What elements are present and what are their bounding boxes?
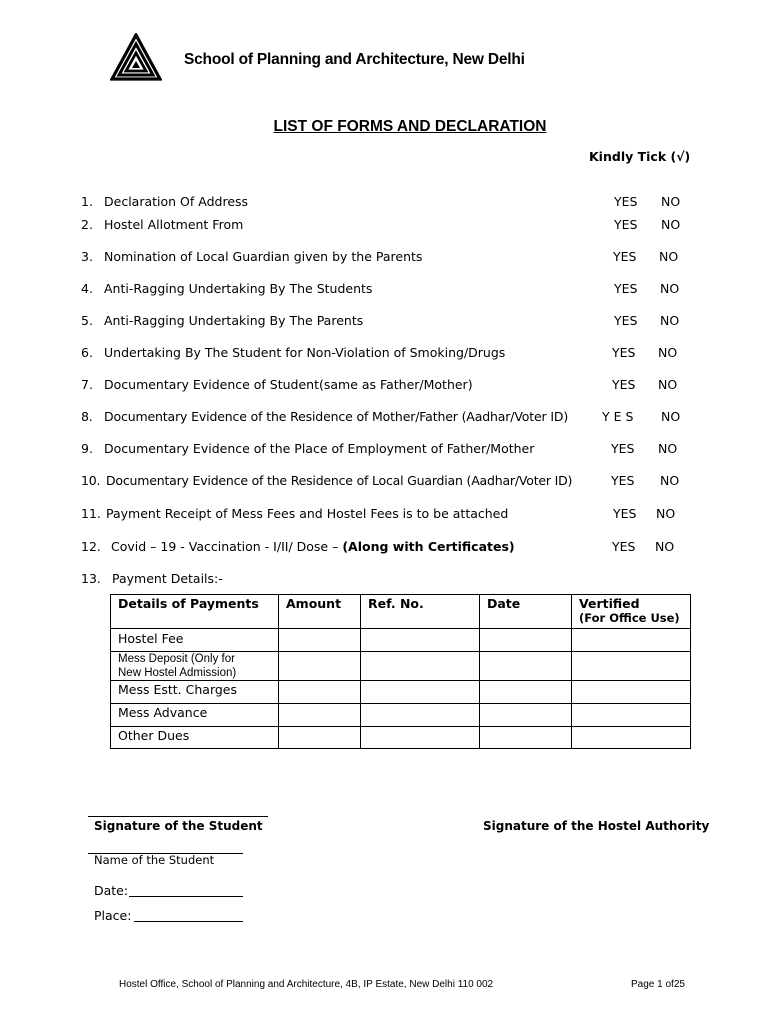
yes-option[interactable]: YES — [612, 345, 636, 360]
column-header: Ref. No. — [361, 595, 480, 629]
date-cell[interactable] — [480, 727, 572, 749]
ref-no-cell[interactable] — [361, 727, 480, 749]
yes-option[interactable]: YES — [613, 249, 637, 264]
place-field-line[interactable] — [134, 921, 243, 922]
column-header: Vertified (For Office Use) — [572, 595, 691, 629]
list-item: 4. Anti-Ragging Undertaking By The Students — [81, 281, 373, 296]
list-item: 13. Payment Details:- — [81, 571, 223, 586]
table-row — [111, 629, 691, 652]
row-label: Mess Deposit (Only for New Hostel Admission) — [111, 652, 279, 681]
table-row — [111, 652, 691, 681]
row-label: Mess Advance — [111, 704, 279, 727]
verified-cell[interactable] — [572, 629, 691, 652]
list-item: 8. Documentary Evidence of the Residence of Mother/Father (Aadhar/Voter ID) — [81, 409, 569, 424]
ref-no-cell[interactable] — [361, 704, 480, 727]
row-label: Mess Estt. Charges — [111, 681, 279, 704]
yes-option[interactable]: YES — [614, 194, 638, 209]
date-label: Date: — [94, 883, 129, 898]
list-item: 12. Covid – 19 - Vaccination - I/II/ Dose – (Along with Certificates) — [81, 539, 515, 554]
amount-cell[interactable] — [279, 681, 361, 704]
page-number: Page 1 of25 — [631, 979, 685, 990]
list-item: 2. Hostel Allotment From — [81, 217, 244, 232]
no-option[interactable]: NO — [660, 473, 680, 488]
ref-no-cell[interactable] — [361, 652, 480, 681]
authority-signature-label: Signature of the Hostel Authority — [483, 819, 710, 833]
row-label: Other Dues — [111, 727, 279, 749]
verified-cell[interactable] — [572, 727, 691, 749]
spa-triangle-logo-icon — [110, 33, 162, 81]
yes-option[interactable]: YES — [611, 473, 635, 488]
date-field-line[interactable] — [129, 896, 243, 897]
table-row — [111, 704, 691, 727]
date-cell[interactable] — [480, 652, 572, 681]
yes-option[interactable]: YES — [614, 217, 638, 232]
date-cell[interactable] — [480, 629, 572, 652]
column-header: Amount — [279, 595, 361, 629]
student-signature-line[interactable] — [88, 816, 268, 817]
column-header: Date — [480, 595, 572, 629]
verified-cell[interactable] — [572, 681, 691, 704]
place-label: Place: — [94, 908, 132, 923]
no-option[interactable]: NO — [660, 313, 680, 328]
no-option[interactable]: NO — [658, 345, 678, 360]
yes-option[interactable]: YES — [612, 539, 636, 554]
no-option[interactable]: NO — [661, 217, 681, 232]
student-signature-label: Signature of the Student — [94, 819, 263, 833]
yes-option[interactable]: YES — [614, 281, 638, 296]
list-item: 1. Declaration Of Address — [81, 194, 249, 209]
no-option[interactable]: NO — [660, 281, 680, 296]
date-cell[interactable] — [480, 704, 572, 727]
table-row — [111, 681, 691, 704]
ref-no-cell[interactable] — [361, 681, 480, 704]
kindly-tick-note: Kindly Tick (√) — [589, 149, 691, 164]
amount-cell[interactable] — [279, 629, 361, 652]
table-row — [111, 727, 691, 749]
footer-address: Hostel Office, School of Planning and Architecture, 4B, IP Estate, New Delhi 110 002 — [119, 979, 494, 990]
ref-no-cell[interactable] — [361, 629, 480, 652]
no-option[interactable]: NO — [661, 409, 681, 424]
date-cell[interactable] — [480, 681, 572, 704]
amount-cell[interactable] — [279, 727, 361, 749]
yes-option[interactable]: YES — [612, 377, 636, 392]
yes-option[interactable]: YES — [614, 313, 638, 328]
no-option[interactable]: NO — [658, 377, 678, 392]
verified-cell[interactable] — [572, 652, 691, 681]
row-label: Hostel Fee — [111, 629, 279, 652]
institution-name: School of Planning and Architecture, New Delhi — [184, 51, 525, 68]
list-item: 3. Nomination of Local Guardian given by the Parents — [81, 249, 423, 264]
page-title: LIST OF FORMS AND DECLARATION — [273, 118, 547, 135]
no-option[interactable]: NO — [661, 194, 681, 209]
list-item: 5. Anti-Ragging Undertaking By The Parents — [81, 313, 364, 328]
list-item: 7. Documentary Evidence of Student(same as Father/Mother) — [81, 377, 473, 392]
list-item: 9. Documentary Evidence of the Place of Employment of Father/Mother — [81, 441, 535, 456]
list-item: 11. Payment Receipt of Mess Fees and Hostel Fees is to be attached — [81, 506, 509, 521]
amount-cell[interactable] — [279, 704, 361, 727]
list-item: 10. Documentary Evidence of the Residence of Local Guardian (Aadhar/Voter ID) — [81, 473, 573, 488]
yes-option[interactable]: YES — [613, 506, 637, 521]
institution-logo — [110, 33, 162, 81]
no-option[interactable]: NO — [658, 441, 678, 456]
no-option[interactable]: NO — [659, 249, 679, 264]
yes-option[interactable]: YES — [611, 441, 635, 456]
amount-cell[interactable] — [279, 652, 361, 681]
list-item: 6. Undertaking By The Student for Non-Violation of Smoking/Drugs — [81, 345, 506, 360]
no-option[interactable]: NO — [656, 506, 676, 521]
payment-details-table — [110, 594, 691, 749]
verified-cell[interactable] — [572, 704, 691, 727]
column-header: Details of Payments — [111, 595, 279, 629]
yes-option[interactable]: Y E S — [602, 409, 634, 424]
student-name-label: Name of the Student — [94, 853, 215, 867]
no-option[interactable]: NO — [655, 539, 675, 554]
table-header-row — [111, 595, 691, 629]
